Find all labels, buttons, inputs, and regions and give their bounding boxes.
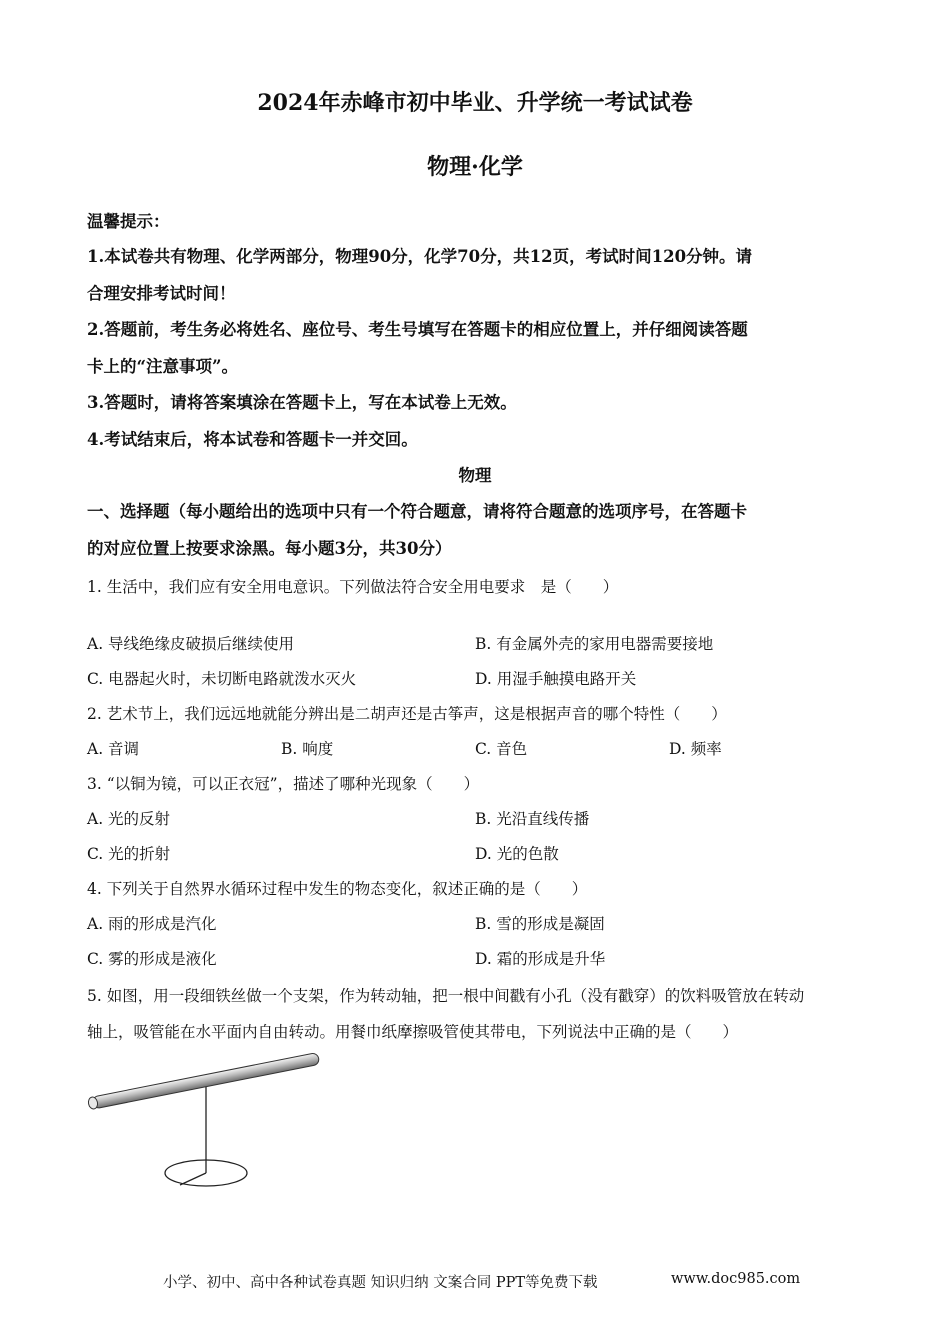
option-a: A. 音调 [87,740,140,758]
tips-line: 1.本试卷共有物理、化学两部分，物理90分，化学70分，共12页，考试时间120分钟。请 [87,247,753,266]
footer-ad-text: 小学、初中、高中各种试卷真题 知识归纳 文案合同 PPT等免费下载 [163,1275,598,1291]
option-b: B. 有金属外壳的家用电器需要接地 [475,635,714,653]
drinking-straw [87,1052,319,1109]
option-c: C. 雾的形成是液化 [87,950,217,968]
option-b: B. 响度 [281,740,334,758]
stand-base-wire [180,1173,206,1185]
option-a: A. 光的反射 [87,810,171,828]
option-d: D. 光的色散 [475,845,559,863]
tips-line: 3.答题时，请将答案填涂在答题卡上，写在本试卷上无效。 [87,393,517,412]
tips-heading: 温馨提示： [87,212,170,231]
question-1-stem: 1. 生活中，我们应有安全用电意识。下列做法符合安全用电要求 是（ ） [87,578,619,596]
question-2-stem: 2. 艺术节上，我们远远地就能分辨出是二胡声还是古筝声，这是根据声音的哪个特性（ ） [87,705,727,723]
exam-subtitle: 物理·化学 [427,154,523,180]
option-a: A. 雨的形成是汽化 [87,915,217,933]
question-5-stem-line: 5. 如图，用一段细铁丝做一个支架，作为转动轴，把一根中间戳有小孔（没有戳穿）的饮料吸管放在转动 [87,987,805,1005]
tips-line: 2.答题前，考生务必将姓名、座位号、考生号填写在答题卡的相应位置上，并仔细阅读答题 [87,320,748,339]
straw-on-wire-stand-figure [80,1045,330,1195]
question-4-stem: 4. 下列关于自然界水循环过程中发生的物态变化，叙述正确的是（ ） [87,880,588,898]
section-heading-line: 的对应位置上按要求涂黑。每小题3分，共30分） [87,539,452,558]
exam-title: 2024年赤峰市初中毕业、升学统一考试试卷 [257,90,693,116]
option-c: C. 电器起火时，未切断电路就泼水灭火 [87,670,357,688]
footer-url[interactable]: www.doc985.com [671,1271,801,1287]
tips-line: 合理安排考试时间！ [87,284,236,303]
option-c: C. 光的折射 [87,845,171,863]
option-d: D. 霜的形成是升华 [475,950,606,968]
section-heading-line: 一、选择题（每小题给出的选项中只有一个符合题意，请将符合题意的选项序号，在答题卡 [87,502,747,521]
question-5-stem-line: 轴上，吸管能在水平面内自由转动。用餐巾纸摩擦吸管使其带电，下列说法中正确的是（ ） [87,1023,739,1041]
option-d: D. 频率 [669,740,722,758]
option-b: B. 光沿直线传播 [475,810,590,828]
tips-line: 卡上的“注意事项”。 [87,357,238,376]
option-a: A. 导线绝缘皮破损后继续使用 [87,635,295,653]
tips-line: 4.考试结束后，将本试卷和答题卡一并交回。 [87,430,418,449]
question-3-stem: 3. “以铜为镜，可以正衣冠”，描述了哪种光现象（ ） [87,775,480,793]
option-d: D. 用湿手触摸电路开关 [475,670,637,688]
option-c: C. 音色 [475,740,528,758]
option-b: B. 雪的形成是凝固 [475,915,605,933]
subject-heading: 物理 [458,466,492,485]
